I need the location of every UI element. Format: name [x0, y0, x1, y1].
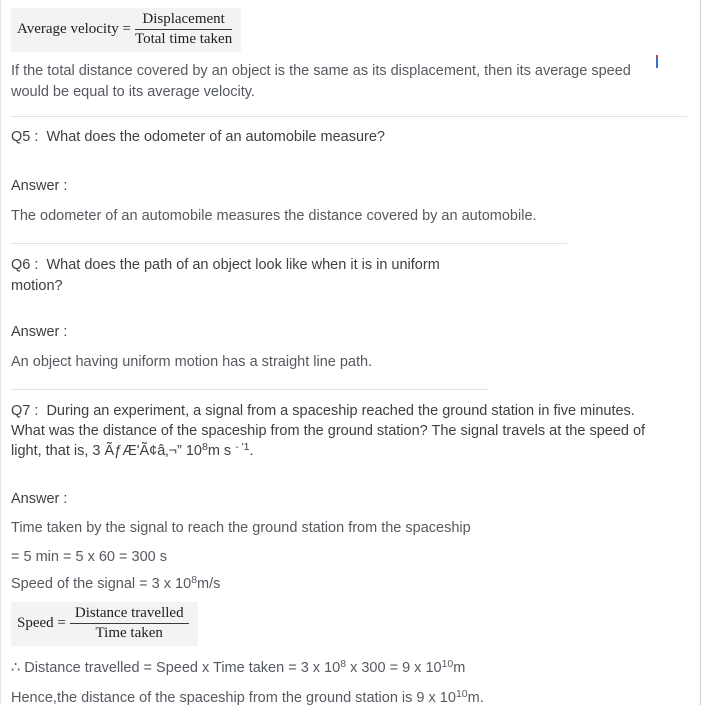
intro-line: If the total distance covered by an object is the same as its displacement, then its average speed — [11, 63, 631, 79]
intro-line: would be equal to its average velocity. — [11, 84, 255, 100]
formula-speed-image — [11, 602, 198, 646]
section-divider — [11, 116, 687, 117]
question-q5: Q5 : What does the odometer of an automobile measure? — [11, 129, 385, 145]
fraction-denominator: Total time taken — [134, 31, 233, 47]
question-q7 — [11, 401, 687, 461]
question-q7-line: light, that is, 3 ÃƒÆ'Ã¢â‚¬” $10^8m$ s $^{- '1}$. — [11, 441, 254, 459]
formula-average-velocity-row — [11, 8, 687, 52]
answer-label-q6: Answer : — [11, 324, 68, 340]
fraction-denominator: Time taken — [95, 625, 163, 641]
answer-text-q5: The odometer of an automobile measures the distance covered by an automobile. — [11, 208, 537, 224]
answer-q7-line-distance-travelled: ∴ Distance travelled = Speed x Time taken = 3 x $10^8$ x 300 = 9 x $10^{10}m$ — [11, 658, 466, 676]
text-caret — [656, 55, 658, 68]
fraction-numerator: Distance travelled — [70, 605, 189, 624]
fraction-numerator: Displacement — [135, 11, 232, 30]
answer-label-q5: Answer : — [11, 178, 68, 194]
formula-lhs: Speed = — [17, 614, 66, 631]
formula-lhs: Average velocity = — [17, 20, 131, 37]
question-q6-line: motion? — [11, 278, 63, 294]
answer-q7-line-speed-signal: Speed of the signal = 3 x $10^8m/s$ — [11, 574, 221, 592]
question-q6-line: Q6 : What does the path of an object look like when it is in uniform — [11, 257, 440, 273]
question-q7-line: What was the distance of the spaceship from the ground station? The signal travels at the speed of — [11, 423, 646, 439]
answer-text-q6: An object having uniform motion has a straight line path. — [11, 354, 373, 370]
section-divider — [11, 389, 488, 390]
section-divider — [11, 243, 567, 244]
answer-q7-line-minutes: = 5 min = 5 x 60 = 300 s — [11, 549, 167, 565]
question-q6 — [11, 255, 687, 297]
question-q7-line: Q7 : During an experiment, a signal from a spaceship reached the ground station in five minutes. — [11, 403, 635, 419]
formula-speed-row — [11, 602, 687, 646]
fraction — [70, 605, 189, 642]
answer-q7-line-hence: Hence,the distance of the spaceship from the ground station is 9 x $10^{10}m$. — [11, 688, 484, 705]
formula-average-velocity-image — [11, 8, 241, 52]
intro-paragraph — [11, 61, 687, 103]
answer-q7-line-time-taken: Time taken by the signal to reach the ground station from the spaceship — [11, 520, 471, 536]
fraction — [135, 11, 232, 48]
answer-label-q7: Answer : — [11, 491, 68, 507]
